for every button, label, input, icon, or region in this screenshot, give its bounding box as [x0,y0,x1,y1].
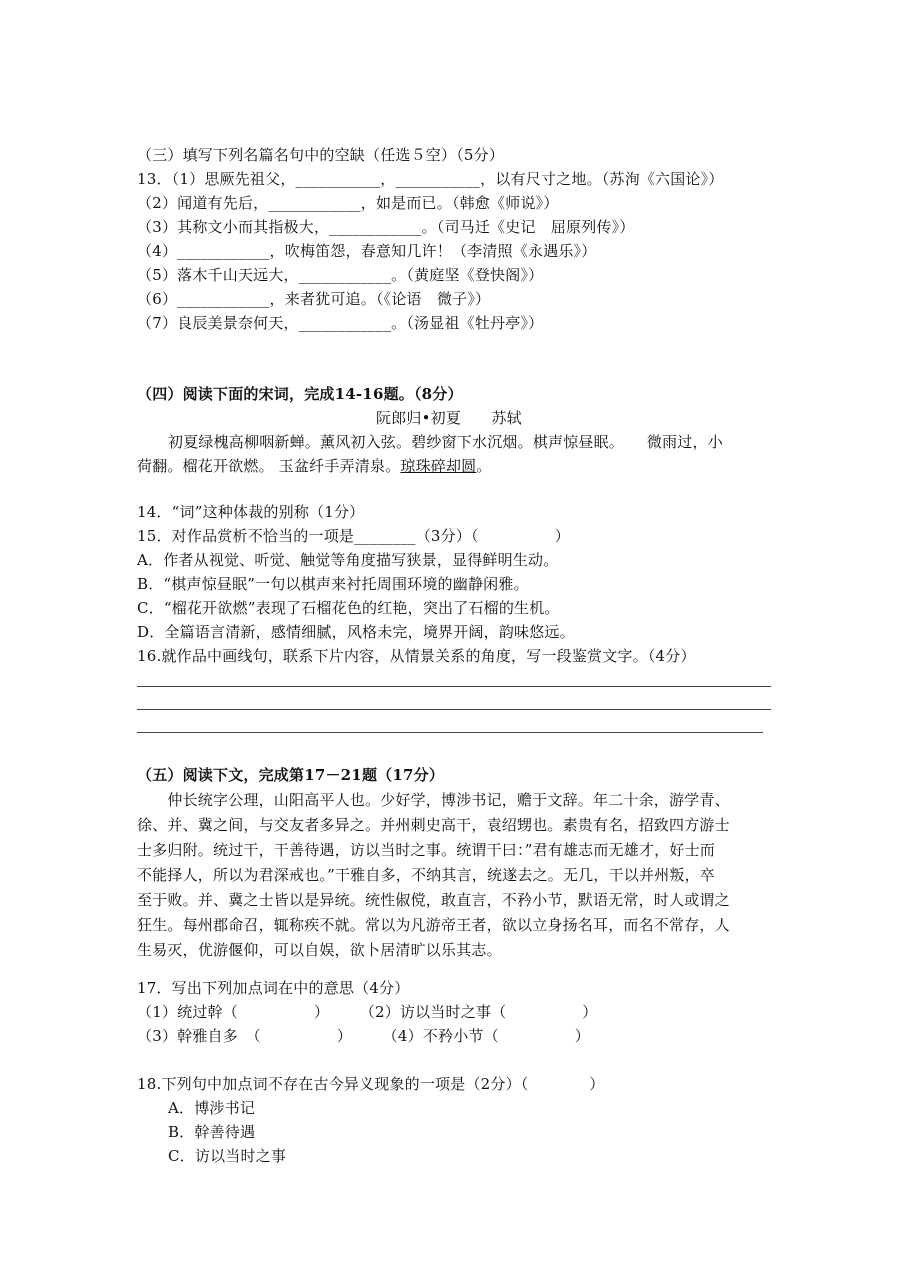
section5-heading: （五）阅读下文，完成第17－21题（17分） [137,766,445,784]
section4-heading: （四）阅读下面的宋词，完成14-16题。（8分） [137,385,463,403]
passage-line-2: 徐、并、冀之间，与交友者多异之。并州刺史高干，袁绍甥也。素贵有名，招致四方游士 [137,816,730,834]
q16: 16.就作品中画线句，联系下片内容，从情景关系的角度，写一段鉴赏文字。（4分） [137,647,696,665]
poem-title: 阮郎归•初夏 苏轼 [376,409,522,427]
q18-option-a: A．博涉书记 [168,1099,256,1117]
q13-item-4: （4）____________，吹梅笛怨，春意知几许！（李清照《永遇乐》） [137,242,597,260]
q17-row-2: （3）幹雅自多 （ ） （4）不矜小节（ ） [137,1027,590,1045]
poem-line-2-post: 。 [476,457,492,475]
q13-item-1: 13．（1）思厥先祖父，___________，___________，以有尺寸之地。（苏洵《六国论》） [137,170,724,188]
q17: 17．写出下列加点词在中的意思（4分） [137,979,410,997]
poem-line-2-pre: 荷翻。榴花开欲燃。 玉盆纤手弄清泉。 [137,457,401,475]
q13-item-6: （6）____________，来者犹可追。（《论语 微子》） [137,290,491,308]
q13-item-7: （7）良辰美景奈何天，____________。（汤显祖《牡丹亭》） [137,314,544,332]
passage-line-1: 仲长统字公理，山阳高平人也。少好学，博涉书记，赡于文辞。年二十余，游学青、 [137,791,730,809]
q13-item-2: （2）闻道有先后，____________，如是而已。（韩愈《师说》） [137,194,559,212]
q18-option-b: B．幹善待遇 [168,1123,256,1141]
q18: 18.下列句中加点词不存在古今异义现象的一项是（2分）（ ） [137,1075,605,1093]
q13-item-5: （5）落木千山天远大，____________。（黄庭坚《登快阁》） [137,266,544,284]
q15-option-d: D．全篇语言清新，感情细腻，风格未完，境界开阔，韵味悠远。 [137,623,575,641]
passage-line-7: 生易灭，优游偃仰，可以自娱，欲卜居清旷以乐其志。 [137,941,502,959]
q13-item-3: （3）其称文小而其指极大，____________。（司马迁《史记 屈原列传》） [137,218,635,236]
answer-line-1[interactable] [137,686,771,687]
q15-option-a: A．作者从视觉、听觉、触觉等角度描写狭景，显得鲜明生动。 [137,551,559,569]
answer-line-2[interactable] [137,709,771,710]
passage-line-6: 狂生。每州郡命召，辄称疾不就。常以为凡游帝王者，欲以立身扬名耳，而名不常存，人 [137,916,730,934]
q17-row-1: （1）统过幹（ ） （2）访以当时之事（ ） [137,1003,598,1021]
passage-line-4: 不能择人，所以为君深戒也。”干雅自多，不纳其言，统遂去之。无几，干以并州叛，卒 [137,866,715,884]
q18-option-c: C．访以当时之事 [168,1147,287,1165]
q15: 15．对作品赏析不恰当的一项是________（3分）（ ） [137,527,570,545]
poem-line-1: 初夏绿槐高柳咽新蝉。薰风初入弦。碧纱窗下水沉烟。棋声惊昼眠。 微雨过，小 [168,433,723,451]
answer-line-3[interactable] [137,732,763,733]
passage-line-3: 士多归附。统过干，干善待遇，访以当时之事。统谓干曰：”君有雄志而无雄才，好士而 [137,841,715,859]
underlined-line: 琼珠碎却圆 [400,457,477,475]
q14: 14．“词”这种体裁的别称（1分） [137,503,365,521]
poem-line-2 [137,456,492,476]
passage-line-5: 至于败。并、冀之士皆以是异统。统性俶傥，敢直言，不矜小节，默语无常，时人或谓之 [137,891,730,909]
q15-option-c: C．“榴花开欲燃”表现了石榴花色的红艳，突出了石榴的生机。 [137,599,560,617]
q15-option-b: B．“棋声惊昼眠”一句以棋声来衬托周围环境的幽静闲雅。 [137,575,529,593]
section3-heading: （三）填写下列名篇名句中的空缺（任选５空）（5分） [137,146,505,164]
